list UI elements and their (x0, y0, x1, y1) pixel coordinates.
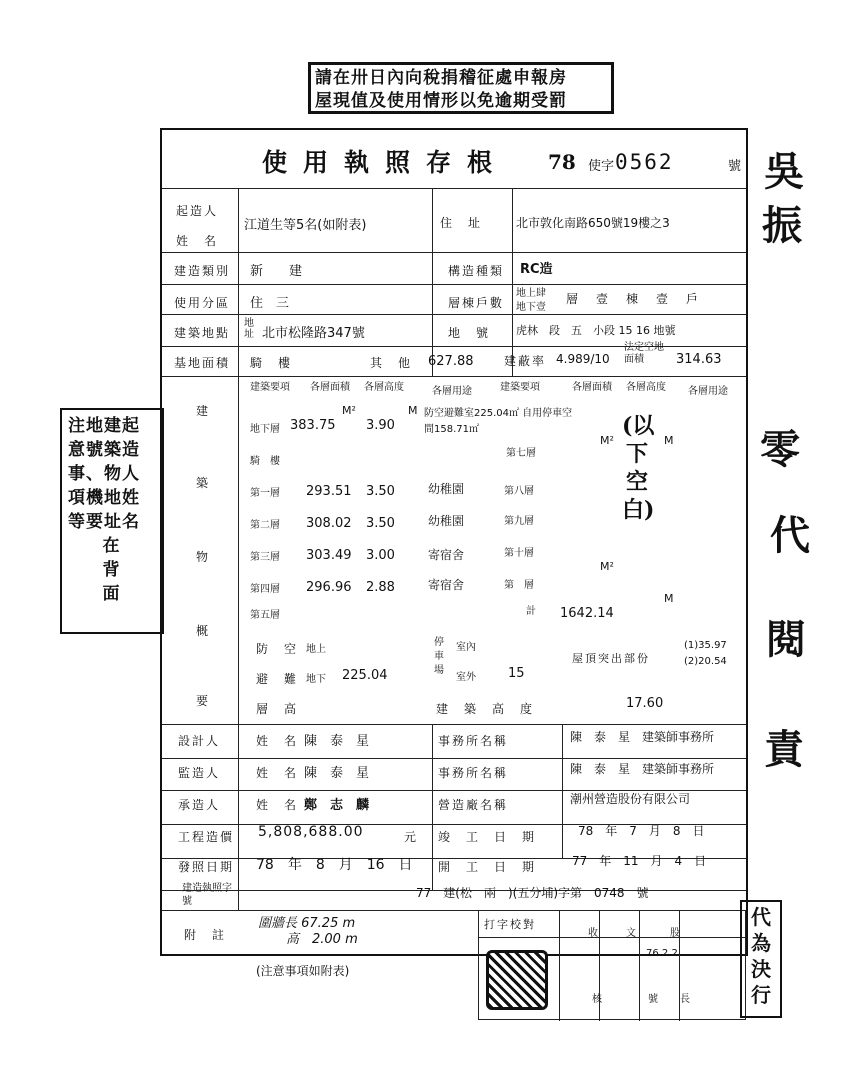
completion-label: 竣 工 日 期 (438, 830, 537, 844)
side-char-3: 零 (760, 426, 800, 473)
floor-height-4: 2.88 (366, 580, 395, 595)
side-char-1: 吳 (764, 148, 804, 195)
building-height: 17.60 (626, 696, 664, 711)
overview-side-5: 要 (196, 694, 211, 708)
floor-area-4: 296.96 (306, 580, 352, 595)
legal-open-label: 法定空地面積 (624, 342, 664, 365)
floors-label: 層棟戶數 (448, 296, 505, 310)
floor-height-label: 層 高 (256, 702, 299, 716)
left-notice-line-1: 注地建起 (68, 416, 140, 436)
land-area-label: 基地面積 (174, 356, 231, 370)
floors-below: 地下壹 (516, 302, 546, 313)
civil-defense-label: 防 空 (256, 642, 299, 656)
designer-name: 陳 泰 星 (304, 734, 370, 749)
civil-below-label: 地下 (306, 674, 326, 685)
unit-m2: M² (600, 560, 614, 573)
roof-area-2: (2)20.54 (684, 656, 727, 667)
floor-name-1: 第一層 (250, 488, 280, 499)
floor-name-8: 第八層 (504, 486, 534, 497)
start-date-label: 開 工 日 期 (438, 860, 537, 874)
qilou-label: 騎 樓 (250, 356, 293, 370)
designer-firm-label: 事務所名稱 (438, 734, 509, 748)
refuge-label: 避 難 (256, 672, 299, 686)
parking-label: 停車場 (434, 637, 444, 676)
stamp-mark-1: 收 (588, 928, 598, 939)
floor-name-3: 第三層 (250, 552, 280, 563)
issue-date-label: 發照日期 (178, 860, 235, 874)
blank-below-note: (以下空白) (622, 413, 655, 523)
contractor-name: 鄭 志 麟 (304, 798, 370, 813)
supervisor-name-label: 姓 名 (256, 766, 299, 780)
floor-use-3: 寄宿舍 (428, 548, 465, 562)
floor-name-basement: 地下層 (250, 424, 280, 435)
left-notice-line-4: 項機地姓 (68, 488, 140, 508)
side-char-6: 責 (764, 726, 804, 773)
site-label: 建築地點 (174, 326, 231, 340)
builder-name: 江道生等5名(如附表) (244, 218, 367, 233)
parking-indoor-label: 室內 (456, 642, 476, 653)
lot-label: 地 號 (448, 326, 491, 340)
permit-year: 78 (548, 150, 576, 174)
designer-name-label: 姓 名 (256, 734, 299, 748)
cost-unit: 元 (404, 830, 419, 844)
issue-date: 78 年 8 月 16 日 (256, 857, 413, 873)
supervisor-label: 監造人 (178, 766, 221, 780)
floors-count: 層 壹 棟 壹 戶 (566, 292, 702, 306)
proofread-label: 打字校對 (484, 918, 536, 931)
building-height-label: 建 築 高 度 (436, 702, 535, 716)
civil-below-area: 225.04 (342, 668, 388, 683)
use-zone-label: 使用分區 (174, 296, 231, 310)
left-notice-line-3: 事、物人 (68, 464, 140, 484)
form-title: 使用執照存根 (262, 148, 509, 177)
contractor-label: 承造人 (178, 798, 221, 812)
total-area: 1642.14 (560, 606, 614, 621)
other-area: 627.88 (428, 354, 474, 369)
stamp-mark-6: 長 (680, 994, 690, 1005)
legal-open-area: 314.63 (676, 352, 722, 367)
company-name: 潮州營造股份有限公司 (570, 792, 691, 806)
col-header-height-r: 各層高度 (626, 382, 666, 393)
floor-name-5: 第五層 (250, 610, 280, 621)
designer-label: 設計人 (178, 734, 221, 748)
construction-permit-no: 77 建(松 兩 )(五分埔)字第 0748 號 (416, 886, 649, 900)
structure-type: RC造 (520, 262, 553, 277)
left-notice-line-5: 等要址名 (68, 512, 140, 532)
completion-date: 78 年 7 月 8 日 (578, 824, 705, 838)
designer-firm: 陳 泰 星 建築師事務所 (570, 730, 715, 744)
floors-above: 地上肆 (516, 288, 546, 299)
floor-name-7: 第七層 (506, 448, 536, 459)
daiwei-3: 決 (751, 957, 771, 981)
left-notice-line-6: 在 (102, 536, 120, 556)
overview-side-3: 物 (196, 550, 211, 564)
use-zone: 住 三 (250, 296, 290, 311)
structure-label: 構造種類 (448, 264, 505, 278)
daiwei-2: 為 (751, 931, 771, 955)
supervisor-firm: 陳 泰 星 建築師事務所 (570, 762, 715, 776)
official-seal (486, 950, 548, 1010)
permit-no-label: 建造執照字號 (182, 883, 232, 907)
stamp-mark-3: 號 (648, 994, 658, 1005)
floor-name-qilou: 騎 樓 (250, 456, 280, 467)
site-addr-tag: 地址 (244, 318, 254, 340)
permit-hao: 號 (728, 159, 742, 174)
overview-side-4: 概 (196, 624, 211, 638)
parking-outdoor-count: 15 (508, 666, 525, 681)
col-header-item: 建築要項 (250, 382, 290, 393)
footnote: (注意事項如附表) (256, 964, 350, 978)
stamp-date: 76.2.2 (646, 948, 678, 959)
company-label: 營造廠名稱 (438, 798, 509, 812)
roof-label: 屋頂突出部份 (572, 652, 650, 665)
unit-m: M (664, 592, 674, 605)
floor-height-2: 3.50 (366, 516, 395, 531)
stamp-mark-5: 核 (592, 994, 602, 1005)
unit-m: M (408, 404, 418, 417)
stamp-mark-4: 股 (670, 928, 680, 939)
construction-cost: 5,808,688.00 (258, 824, 364, 840)
floor-area-1: 293.51 (306, 484, 352, 499)
floor-height-3: 3.00 (366, 548, 395, 563)
total-label: 計 (526, 606, 536, 617)
floor-area-3: 303.49 (306, 548, 352, 563)
floor-height-1: 3.50 (366, 484, 395, 499)
contractor-name-label: 姓 名 (256, 798, 299, 812)
overview-side-2: 築 (196, 476, 211, 490)
col-header-item-r: 建築要項 (500, 382, 540, 393)
building-type-label: 建造類別 (174, 264, 231, 278)
floor-use-1: 幼稚園 (428, 482, 465, 496)
civil-above-label: 地上 (306, 644, 326, 655)
building-type: 新 建 (250, 264, 303, 279)
col-header-area-r: 各層面積 (572, 382, 612, 393)
daiwei-4: 行 (751, 983, 771, 1007)
notes-label: 附 註 (184, 928, 227, 942)
site-address: 北市松隆路347號 (262, 326, 365, 341)
unit-m: M (664, 434, 674, 447)
side-char-2: 振 (762, 202, 802, 249)
left-notice-box (60, 408, 164, 634)
delegated-decision-box (740, 900, 782, 1018)
builder-address: 北市敦化南路650號19樓之3 (516, 216, 670, 230)
permit-number: 0562 (615, 150, 674, 174)
left-notice-line-7: 背 (102, 560, 120, 580)
supervisor-name: 陳 泰 星 (304, 766, 370, 781)
overview-side-1: 建 (196, 404, 211, 418)
floor-use-4: 寄宿舍 (428, 578, 465, 592)
floor-name-4: 第四層 (250, 584, 280, 595)
unit-m2: M² (342, 404, 356, 417)
notice-line-1: 請在卅日內向稅捐稽征處申報房 (315, 68, 567, 88)
lot-number: 虎林 段 五 小段 15 16 地號 (516, 324, 676, 337)
floor-name-2: 第二層 (250, 520, 280, 531)
supervisor-firm-label: 事務所名稱 (438, 766, 509, 780)
wall-height: 高 2.00 m (286, 932, 358, 947)
wall-length: 圍牆長 67.25 m (258, 916, 356, 931)
side-char-5: 閱 (766, 616, 806, 663)
notice-line-2: 屋現值及使用情形以免逾期受罰 (315, 91, 567, 111)
col-header-height: 各層高度 (364, 382, 404, 393)
roof-area-1: (1)35.97 (684, 640, 727, 651)
coverage-label: 建蔽率 (504, 354, 547, 368)
col-header-use: 各層用途 (432, 386, 472, 397)
builder-label: 起造人 (176, 204, 219, 218)
floor-area-basement: 383.75 (290, 418, 336, 433)
coverage-ratio: 4.989/10 (556, 352, 610, 366)
parking-outdoor-label: 室外 (456, 672, 476, 683)
left-notice-line-8: 面 (102, 584, 120, 604)
stamp-mark-2: 文 (626, 928, 636, 939)
col-header-area: 各層面積 (310, 382, 350, 393)
floor-area-2: 308.02 (306, 516, 352, 531)
builder-name-label: 姓 名 (176, 234, 219, 248)
permit-prefix: 使字 (588, 159, 615, 174)
other-label: 其 他 (370, 356, 413, 370)
unit-m2: M² (600, 434, 614, 447)
cost-label: 工程造價 (178, 830, 235, 844)
floor-name-9: 第九層 (504, 516, 534, 527)
floor-use-basement: 防空避難室225.04㎡ 自用停車空間158.71㎡ (424, 408, 573, 435)
address-label: 住 址 (440, 216, 483, 230)
left-notice-line-2: 意號築造 (68, 440, 140, 460)
daiwei-1: 代 (751, 905, 771, 929)
floor-name-10: 第十層 (504, 548, 534, 559)
floor-use-2: 幼稚園 (428, 514, 465, 528)
side-char-4: 代 (770, 512, 810, 559)
notice-box (308, 62, 614, 114)
floor-name-blank: 第 層 (504, 580, 534, 591)
start-date: 77 年 11 月 4 日 (572, 854, 707, 868)
floor-height-basement: 3.90 (366, 418, 395, 433)
col-header-use-r: 各層用途 (688, 386, 728, 397)
